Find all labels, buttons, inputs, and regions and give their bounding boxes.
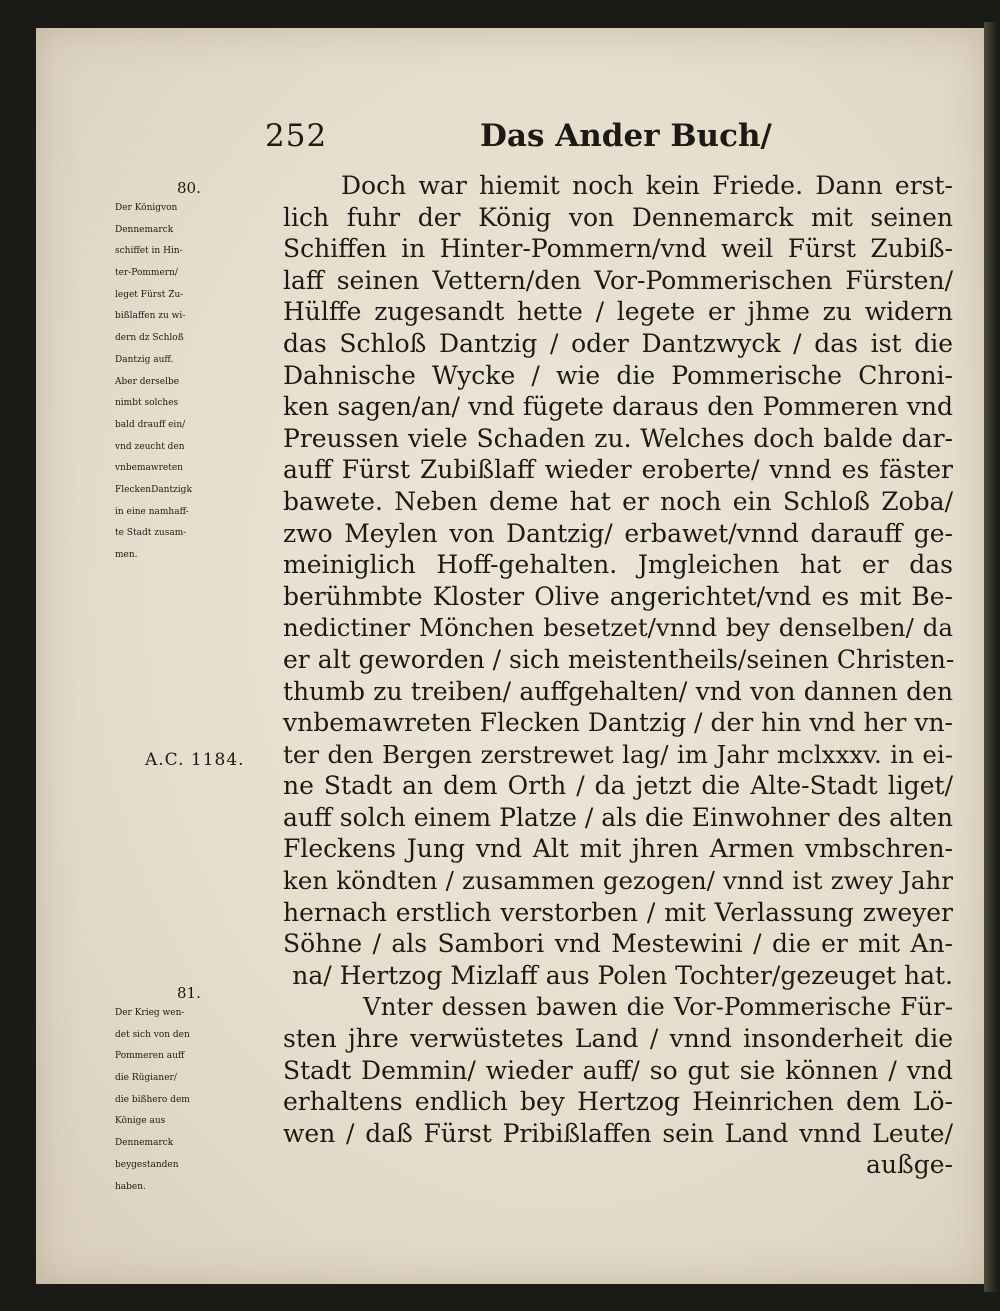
page-edge	[984, 22, 998, 1292]
body-text-line: sten jhre verwüstetes Land / vnnd insonderheit die	[283, 1024, 953, 1054]
marginal-note-line: leget Fürst Zu-	[115, 289, 184, 300]
body-text-line: wen / daß Fürst Pribißlaffen sein Land vnnd Leute/	[283, 1118, 953, 1148]
body-text-line: na/ Hertzog Mizlaff aus Polen Tochter/gezeuget hat.	[292, 960, 953, 990]
body-text-line: ter den Bergen zerstrewet lag/ im Jahr mclxxxv. in ei-	[283, 739, 953, 769]
marginal-note-line: Dennemarck	[115, 1138, 174, 1149]
body-text-line: ken sagen/an/ vnd fügete daraus den Pommeren vnd	[283, 392, 953, 422]
body-text-line: das Schloß Dantzig / oder Dantzwyck / das ist die	[283, 328, 953, 358]
page-number: 252	[265, 118, 328, 154]
body-text-line: ken köndten / zusammen gezogen/ vnnd ist zwey Jahr	[283, 866, 953, 896]
marginal-note-line: dern dz Schloß	[115, 333, 184, 344]
marginal-note-line: Der Königvon	[115, 203, 178, 213]
body-text-line: vnbemawreten Flecken Dantzig / der hin vnd her vn-	[283, 708, 953, 738]
body-text-line: thumb zu treiben/ auffgehalten/ vnd von dannen den	[283, 676, 953, 706]
marginal-note-line: Könige aus	[115, 1116, 166, 1127]
running-head	[265, 118, 772, 166]
body-text-line: auff Fürst Zubißlaff wieder eroberte/ vnnd es fäster	[283, 455, 953, 485]
body-text-line: Schiffen in Hinter-Pommern/vnd weil Fürst Zubiß-	[283, 234, 953, 264]
catchword: außge-	[866, 1150, 953, 1180]
marginal-note-line: FleckenDantzigk	[115, 484, 192, 495]
body-text-block	[283, 170, 953, 1181]
marginal-note-line: Dennemarck	[115, 224, 174, 235]
body-text-line: Stadt Demmin/ wieder auff/ so gut sie können / vnd	[283, 1055, 953, 1085]
marginal-note-line: schiffet in Hin-	[115, 246, 183, 257]
marginal-note-line: te Stadt zusam-	[115, 528, 187, 539]
marginal-note-line: vnd zeucht den	[115, 441, 185, 452]
body-text-line: Doch war hiemit noch kein Friede. Dann erst-	[341, 171, 953, 200]
date-note-text: A.C. 1184.	[145, 750, 245, 770]
marginal-note-line: men.	[115, 550, 138, 560]
marginal-note-line: haben.	[115, 1181, 146, 1192]
body-text-line: Dahnische Wycke / wie die Pommerische Chroni-	[283, 360, 953, 390]
marginal-note-line: die Rügianer/	[115, 1073, 177, 1084]
body-text-line: zwo Meylen von Dantzig/ erbawet/vnnd darauff ge-	[283, 518, 953, 548]
marginal-note-80	[115, 178, 285, 567]
marginal-note-line: die bißhero dem	[115, 1094, 190, 1105]
body-text-line: hernach erstlich verstorben / mit Verlassung zweyer	[283, 897, 953, 927]
marginal-note-number: 81.	[177, 984, 201, 1002]
body-text-line: Vnter dessen bawen die Vor-Pommerische Für-	[363, 992, 953, 1022]
body-text-line: berühmbte Kloster Olive angerichtet/vnd es mit Be-	[283, 581, 953, 611]
body-text-line: auff solch einem Platze / als die Einwohner des alten	[283, 802, 953, 832]
body-text-line: Hülffe zugesandt hette / legete er jhme zu widern	[283, 297, 953, 327]
marginal-note-line: ter-Pommern/	[115, 268, 178, 279]
running-title: Das Ander Buch/	[480, 118, 772, 154]
body-text-line: Fleckens Jung vnd Alt mit jhren Armen vmbschren-	[283, 834, 953, 864]
marginal-note-number: 80.	[177, 179, 201, 197]
body-text-line: er alt geworden / sich meistentheils/seinen Christen-	[283, 644, 955, 674]
marginal-note-line: Pommeren auff	[115, 1051, 185, 1062]
marginal-note-line: det sich von den	[115, 1029, 190, 1040]
body-text-line: bawete. Neben deme hat er noch ein Schloß Zoba/	[283, 486, 953, 516]
body-text-line: Preussen viele Schaden zu. Welches doch balde dar-	[283, 423, 953, 453]
marginal-note-81	[115, 983, 285, 1198]
marginal-note-line: beygestanden	[115, 1159, 179, 1170]
marginal-note-line: Der Krieg wen-	[115, 1008, 185, 1018]
body-text-line: Söhne / als Sambori vnd Mestewini / die er mit An-	[283, 929, 953, 959]
marginal-note-line: in eine namhaff-	[115, 506, 189, 517]
body-text-line: nedictiner Mönchen besetzet/vnnd bey denselben/ da	[283, 613, 953, 643]
body-text-line: ne Stadt an dem Orth / da jetzt die Alte-Stadt liget/	[283, 771, 953, 801]
body-text-line: erhaltens endlich bey Hertzog Heinrichen dem Lö-	[283, 1087, 953, 1117]
body-text-line: meiniglich Hoff-gehalten. Jmgleichen hat er das	[283, 550, 953, 580]
marginal-note-line: bald drauff ein/	[115, 419, 186, 430]
body-text-line: lich fuhr der König von Dennemarck mit seinen	[283, 202, 953, 232]
body-text-line: laff seinen Vettern/den Vor-Pommerischen Fürsten/	[283, 265, 953, 295]
marginal-note-line: nimbt solches	[115, 398, 179, 409]
marginal-note-line: bißlaffen zu wi-	[115, 311, 186, 322]
marginal-note-line: Aber derselbe	[115, 376, 180, 387]
marginal-note-line: Dantzig auff.	[115, 354, 174, 365]
marginal-note-line: vnbemawreten	[115, 463, 183, 474]
